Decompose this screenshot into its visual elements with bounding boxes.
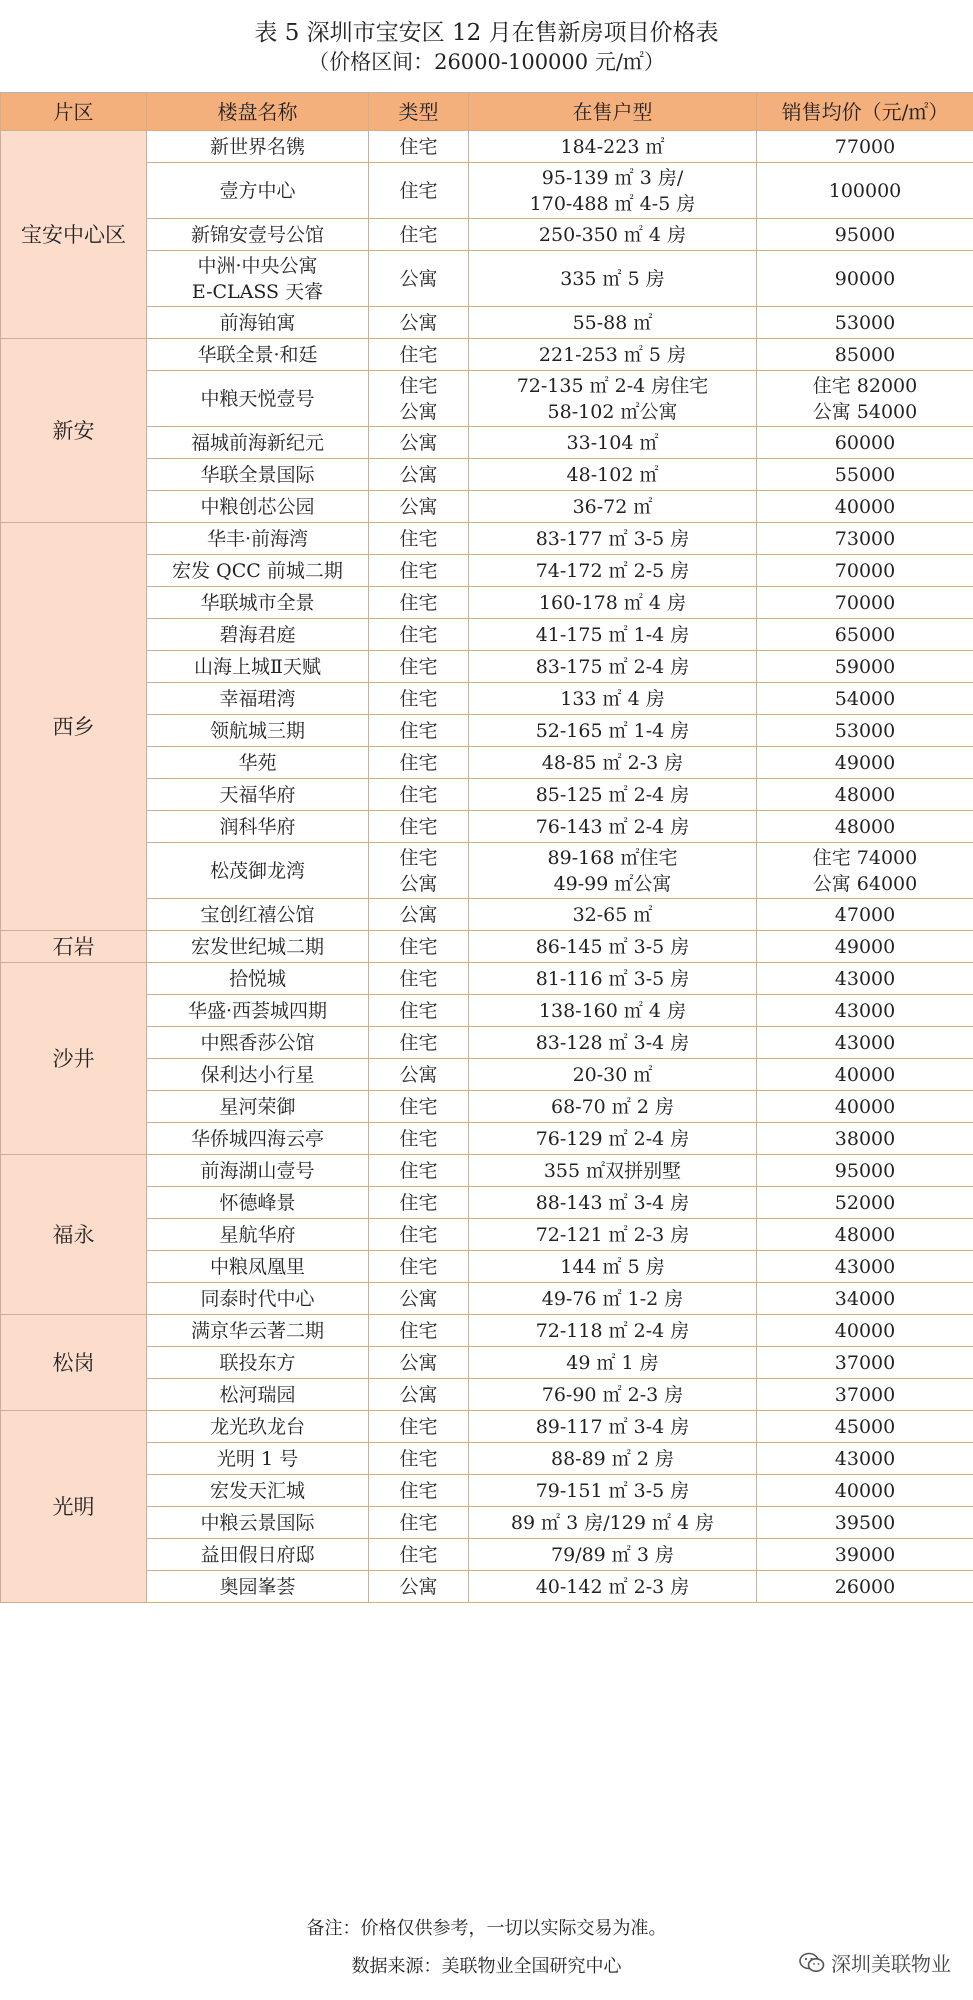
project-name-cell: 华联全景国际 <box>147 459 369 491</box>
project-name-cell: 中熙香莎公馆 <box>147 1027 369 1059</box>
district-cell: 沙井 <box>1 963 147 1155</box>
type-cell: 住宅 <box>369 555 469 587</box>
project-name-cell: 中粮云景国际 <box>147 1507 369 1539</box>
table-row <box>1 555 973 587</box>
data-source: 数据来源：美联物业全国研究中心 <box>351 1956 622 1977</box>
table-row <box>1 1539 973 1571</box>
units-cell: 184-223 ㎡ <box>469 131 757 163</box>
type-cell-line: 公寓 <box>399 872 438 895</box>
units-cell: 36-72 ㎡ <box>469 491 757 523</box>
project-name-cell <box>147 251 369 307</box>
units-cell: 133 ㎡ 4 房 <box>469 683 757 715</box>
units-cell: 79/89 ㎡ 3 房 <box>469 1539 757 1571</box>
units-cell-line: 95-139 ㎡ 3 房/ <box>541 166 684 189</box>
units-cell <box>469 843 757 899</box>
type-cell: 住宅 <box>369 1187 469 1219</box>
project-name-cell: 联投东方 <box>147 1347 369 1379</box>
units-cell: 89-117 ㎡ 3-4 房 <box>469 1411 757 1443</box>
project-name-cell: 碧海君庭 <box>147 619 369 651</box>
price-cell: 40000 <box>757 1315 973 1347</box>
price-cell-line: 公寓 54000 <box>812 400 918 423</box>
price-cell: 40000 <box>757 1059 973 1091</box>
price-cell-line: 住宅 74000 <box>812 846 918 869</box>
price-cell: 43000 <box>757 1027 973 1059</box>
type-cell <box>369 371 469 427</box>
units-cell <box>469 163 757 219</box>
project-name-cell: 山海上城Ⅱ天赋 <box>147 651 369 683</box>
project-name-cell-line: 中洲·中央公寓 <box>197 254 318 277</box>
units-cell: 40-142 ㎡ 2-3 房 <box>469 1571 757 1603</box>
price-cell: 48000 <box>757 1219 973 1251</box>
type-cell: 住宅 <box>369 1123 469 1155</box>
table-row <box>1 651 973 683</box>
type-cell: 住宅 <box>369 995 469 1027</box>
units-cell: 49-76 ㎡ 1-2 房 <box>469 1283 757 1315</box>
price-cell: 70000 <box>757 587 973 619</box>
header-row <box>1 93 973 131</box>
price-cell: 73000 <box>757 523 973 555</box>
units-cell: 221-253 ㎡ 5 房 <box>469 339 757 371</box>
project-name-cell: 宏发天汇城 <box>147 1475 369 1507</box>
table-row <box>1 1507 973 1539</box>
watermark <box>799 1948 951 1977</box>
header-type: 类型 <box>369 93 469 131</box>
project-name-cell: 益田假日府邸 <box>147 1539 369 1571</box>
units-cell: 76-90 ㎡ 2-3 房 <box>469 1379 757 1411</box>
price-cell: 45000 <box>757 1411 973 1443</box>
units-cell: 76-143 ㎡ 2-4 房 <box>469 811 757 843</box>
units-cell: 144 ㎡ 5 房 <box>469 1251 757 1283</box>
project-name-cell: 中粮天悦壹号 <box>147 371 369 427</box>
table-row <box>1 843 973 899</box>
table-row <box>1 251 973 307</box>
price-cell <box>757 371 973 427</box>
units-cell: 160-178 ㎡ 4 房 <box>469 587 757 619</box>
type-cell: 住宅 <box>369 1251 469 1283</box>
table-body <box>1 131 973 1603</box>
price-cell: 40000 <box>757 1091 973 1123</box>
type-cell: 住宅 <box>369 131 469 163</box>
type-cell <box>369 843 469 899</box>
table-row <box>1 1187 973 1219</box>
table-row <box>1 963 973 995</box>
units-cell: 81-116 ㎡ 3-5 房 <box>469 963 757 995</box>
table-row <box>1 459 973 491</box>
units-cell-line: 49-99 ㎡公寓 <box>553 872 672 895</box>
type-cell: 住宅 <box>369 1091 469 1123</box>
price-cell: 52000 <box>757 1187 973 1219</box>
units-cell-line: 58-102 ㎡公寓 <box>547 400 678 423</box>
table-row <box>1 899 973 931</box>
table-row <box>1 587 973 619</box>
table-row <box>1 747 973 779</box>
type-cell: 住宅 <box>369 963 469 995</box>
price-cell: 55000 <box>757 459 973 491</box>
price-cell: 60000 <box>757 427 973 459</box>
units-cell: 85-125 ㎡ 2-4 房 <box>469 779 757 811</box>
price-cell: 48000 <box>757 779 973 811</box>
price-cell: 53000 <box>757 715 973 747</box>
price-cell-line: 住宅 82000 <box>812 374 918 397</box>
project-name-cell: 松河瑞园 <box>147 1379 369 1411</box>
price-cell: 95000 <box>757 1155 973 1187</box>
units-cell: 68-70 ㎡ 2 房 <box>469 1091 757 1123</box>
price-cell: 59000 <box>757 651 973 683</box>
type-cell: 住宅 <box>369 651 469 683</box>
project-name-cell: 壹方中心 <box>147 163 369 219</box>
type-cell: 住宅 <box>369 1443 469 1475</box>
table-row <box>1 1283 973 1315</box>
table-title: 表 5 深圳市宝安区 12 月在售新房项目价格表 <box>254 20 719 46</box>
type-cell: 住宅 <box>369 1219 469 1251</box>
units-cell: 72-118 ㎡ 2-4 房 <box>469 1315 757 1347</box>
type-cell: 公寓 <box>369 899 469 931</box>
watermark-text: 深圳美联物业 <box>831 1952 951 1976</box>
table-row <box>1 163 973 219</box>
units-cell-line: 170-488 ㎡ 4-5 房 <box>529 192 696 215</box>
project-name-cell: 天福华府 <box>147 779 369 811</box>
price-cell-line: 公寓 64000 <box>812 872 918 895</box>
project-name-cell: 前海铂寓 <box>147 307 369 339</box>
price-cell: 37000 <box>757 1379 973 1411</box>
table-row <box>1 995 973 1027</box>
project-name-cell: 光明 1 号 <box>147 1443 369 1475</box>
price-cell: 38000 <box>757 1123 973 1155</box>
type-cell: 住宅 <box>369 587 469 619</box>
type-cell-line: 住宅 <box>399 374 438 397</box>
project-name-cell-line: E-CLASS 天睿 <box>191 280 324 303</box>
project-name-cell: 星航华府 <box>147 1219 369 1251</box>
table-row <box>1 1443 973 1475</box>
units-cell: 33-104 ㎡ <box>469 427 757 459</box>
price-cell: 90000 <box>757 251 973 307</box>
table-row <box>1 371 973 427</box>
table-row <box>1 131 973 163</box>
project-name-cell: 华侨城四海云亭 <box>147 1123 369 1155</box>
table-row <box>1 619 973 651</box>
units-cell: 83-175 ㎡ 2-4 房 <box>469 651 757 683</box>
type-cell: 公寓 <box>369 427 469 459</box>
table-subtitle: （价格区间：26000-100000 元/㎡） <box>308 50 665 74</box>
table-row <box>1 1059 973 1091</box>
project-name-cell: 龙光玖龙台 <box>147 1411 369 1443</box>
price-cell: 77000 <box>757 131 973 163</box>
project-name-cell: 新世界名镌 <box>147 131 369 163</box>
district-cell: 石岩 <box>1 931 147 963</box>
units-cell-line: 72-135 ㎡ 2-4 房住宅 <box>516 374 709 397</box>
table-row <box>1 427 973 459</box>
table-row <box>1 1027 973 1059</box>
price-cell: 43000 <box>757 1443 973 1475</box>
type-cell: 住宅 <box>369 163 469 219</box>
type-cell: 住宅 <box>369 219 469 251</box>
price-cell <box>757 843 973 899</box>
type-cell: 公寓 <box>369 1347 469 1379</box>
project-name-cell: 拾悦城 <box>147 963 369 995</box>
table-row <box>1 931 973 963</box>
units-cell: 76-129 ㎡ 2-4 房 <box>469 1123 757 1155</box>
units-cell: 335 ㎡ 5 房 <box>469 251 757 307</box>
price-cell: 47000 <box>757 899 973 931</box>
district-cell: 福永 <box>1 1155 147 1315</box>
table-row <box>1 1411 973 1443</box>
project-name-cell: 宏发世纪城二期 <box>147 931 369 963</box>
type-cell: 住宅 <box>369 715 469 747</box>
table-row <box>1 1123 973 1155</box>
table-row <box>1 339 973 371</box>
table-row <box>1 1219 973 1251</box>
price-cell: 26000 <box>757 1571 973 1603</box>
units-cell: 20-30 ㎡ <box>469 1059 757 1091</box>
table-row <box>1 1571 973 1603</box>
table-row <box>1 307 973 339</box>
header-district: 片区 <box>1 93 147 131</box>
district-cell: 宝安中心区 <box>1 131 147 339</box>
table-row <box>1 1475 973 1507</box>
project-name-cell: 宏发 QCC 前城二期 <box>147 555 369 587</box>
header-project-name: 楼盘名称 <box>147 93 369 131</box>
price-cell: 54000 <box>757 683 973 715</box>
project-name-cell: 怀德峰景 <box>147 1187 369 1219</box>
type-cell: 公寓 <box>369 1059 469 1091</box>
price-cell: 85000 <box>757 339 973 371</box>
type-cell: 公寓 <box>369 459 469 491</box>
project-name-cell: 中粮创芯公园 <box>147 491 369 523</box>
type-cell: 住宅 <box>369 1315 469 1347</box>
units-cell: 52-165 ㎡ 1-4 房 <box>469 715 757 747</box>
type-cell: 住宅 <box>369 619 469 651</box>
price-cell: 40000 <box>757 491 973 523</box>
project-name-cell: 满京华云著二期 <box>147 1315 369 1347</box>
type-cell: 公寓 <box>369 1571 469 1603</box>
table-row <box>1 1347 973 1379</box>
price-cell: 49000 <box>757 931 973 963</box>
project-name-cell: 中粮凤凰里 <box>147 1251 369 1283</box>
units-cell-line: 89-168 ㎡住宅 <box>547 846 678 869</box>
project-name-cell: 华苑 <box>147 747 369 779</box>
units-cell: 74-172 ㎡ 2-5 房 <box>469 555 757 587</box>
price-cell: 39500 <box>757 1507 973 1539</box>
price-cell: 49000 <box>757 747 973 779</box>
district-cell: 松岗 <box>1 1315 147 1411</box>
units-cell: 32-65 ㎡ <box>469 899 757 931</box>
project-name-cell: 润科华府 <box>147 811 369 843</box>
type-cell-line: 住宅 <box>399 846 438 869</box>
price-cell: 65000 <box>757 619 973 651</box>
table-row <box>1 1315 973 1347</box>
type-cell: 公寓 <box>369 251 469 307</box>
units-cell: 55-88 ㎡ <box>469 307 757 339</box>
units-cell: 49 ㎡ 1 房 <box>469 1347 757 1379</box>
project-name-cell: 宝创红禧公馆 <box>147 899 369 931</box>
table-row <box>1 1251 973 1283</box>
type-cell: 住宅 <box>369 811 469 843</box>
type-cell: 住宅 <box>369 747 469 779</box>
price-cell: 43000 <box>757 1251 973 1283</box>
project-name-cell: 奥园峯荟 <box>147 1571 369 1603</box>
type-cell: 住宅 <box>369 1155 469 1187</box>
type-cell: 住宅 <box>369 779 469 811</box>
type-cell: 公寓 <box>369 1283 469 1315</box>
units-cell: 88-143 ㎡ 3-4 房 <box>469 1187 757 1219</box>
units-cell: 72-121 ㎡ 2-3 房 <box>469 1219 757 1251</box>
table-row <box>1 523 973 555</box>
price-cell: 37000 <box>757 1347 973 1379</box>
table-row <box>1 1155 973 1187</box>
units-cell: 250-350 ㎡ 4 房 <box>469 219 757 251</box>
units-cell: 138-160 ㎡ 4 房 <box>469 995 757 1027</box>
price-cell: 39000 <box>757 1539 973 1571</box>
table-row <box>1 811 973 843</box>
units-cell: 48-102 ㎡ <box>469 459 757 491</box>
type-cell: 住宅 <box>369 1475 469 1507</box>
footnote: 备注：价格仅供参考，一切以实际交易为准。 <box>306 1918 667 1939</box>
table-row <box>1 1379 973 1411</box>
project-name-cell: 同泰时代中心 <box>147 1283 369 1315</box>
table-row <box>1 219 973 251</box>
price-cell: 95000 <box>757 219 973 251</box>
project-name-cell: 幸福珺湾 <box>147 683 369 715</box>
type-cell: 住宅 <box>369 1027 469 1059</box>
units-cell: 89 ㎡ 3 房/129 ㎡ 4 房 <box>469 1507 757 1539</box>
project-name-cell: 松茂御龙湾 <box>147 843 369 899</box>
price-cell: 70000 <box>757 555 973 587</box>
price-cell: 43000 <box>757 963 973 995</box>
type-cell: 住宅 <box>369 1411 469 1443</box>
type-cell: 住宅 <box>369 1507 469 1539</box>
type-cell: 住宅 <box>369 339 469 371</box>
table-row <box>1 715 973 747</box>
price-table <box>0 92 973 1603</box>
type-cell: 住宅 <box>369 683 469 715</box>
units-cell: 88-89 ㎡ 2 房 <box>469 1443 757 1475</box>
units-cell: 83-177 ㎡ 3-5 房 <box>469 523 757 555</box>
project-name-cell: 华联城市全景 <box>147 587 369 619</box>
project-name-cell: 华盛·西荟城四期 <box>147 995 369 1027</box>
units-cell: 79-151 ㎡ 3-5 房 <box>469 1475 757 1507</box>
price-cell: 40000 <box>757 1475 973 1507</box>
table-row <box>1 1091 973 1123</box>
district-cell: 新安 <box>1 339 147 523</box>
type-cell: 住宅 <box>369 523 469 555</box>
price-cell: 100000 <box>757 163 973 219</box>
price-cell: 34000 <box>757 1283 973 1315</box>
price-cell: 43000 <box>757 995 973 1027</box>
project-name-cell: 前海湖山壹号 <box>147 1155 369 1187</box>
table-row <box>1 779 973 811</box>
project-name-cell: 华丰·前海湾 <box>147 523 369 555</box>
type-cell: 公寓 <box>369 491 469 523</box>
type-cell: 住宅 <box>369 931 469 963</box>
units-cell: 48-85 ㎡ 2-3 房 <box>469 747 757 779</box>
project-name-cell: 华联全景·和廷 <box>147 339 369 371</box>
type-cell: 公寓 <box>369 1379 469 1411</box>
district-cell: 西乡 <box>1 523 147 931</box>
header-price: 销售均价（元/㎡） <box>757 93 973 131</box>
project-name-cell: 星河荣御 <box>147 1091 369 1123</box>
project-name-cell: 福城前海新纪元 <box>147 427 369 459</box>
units-cell: 86-145 ㎡ 3-5 房 <box>469 931 757 963</box>
project-name-cell: 领航城三期 <box>147 715 369 747</box>
type-cell: 公寓 <box>369 307 469 339</box>
table-row <box>1 491 973 523</box>
type-cell-line: 公寓 <box>399 400 438 423</box>
project-name-cell: 保利达小行星 <box>147 1059 369 1091</box>
table-row <box>1 683 973 715</box>
wechat-icon <box>799 1952 825 1974</box>
project-name-cell: 新锦安壹号公馆 <box>147 219 369 251</box>
price-cell: 53000 <box>757 307 973 339</box>
district-cell: 光明 <box>1 1411 147 1603</box>
header-units: 在售户型 <box>469 93 757 131</box>
units-cell: 355 ㎡双拼别墅 <box>469 1155 757 1187</box>
units-cell: 83-128 ㎡ 3-4 房 <box>469 1027 757 1059</box>
units-cell: 41-175 ㎡ 1-4 房 <box>469 619 757 651</box>
price-cell: 48000 <box>757 811 973 843</box>
units-cell <box>469 371 757 427</box>
type-cell: 住宅 <box>369 1539 469 1571</box>
